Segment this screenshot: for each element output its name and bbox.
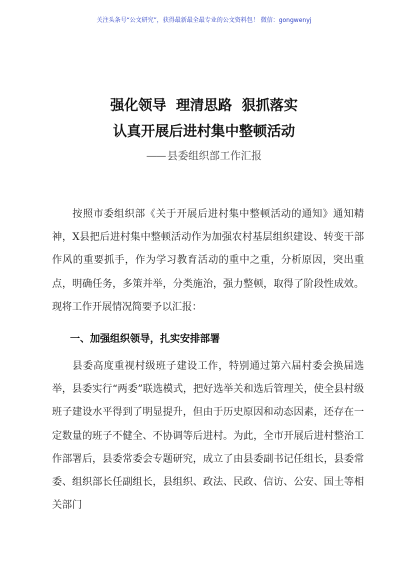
paragraph-1: 按照市委组织部《关于开展后进村集中整顿活动的通知》通知精神，X县把后进村集中整顿活动作为加强农村基层组织建设、转变干部作风的重要抓手，作为学习教育活动的重中之重，分析原因，突出重点，明确任务，多策并举，分类施治，强力整顿，取得了阶段性成效。现将工作开展情况简要予以汇报： bbox=[52, 209, 364, 313]
title-line-1: 强化领导 理清思路 狠抓落实 bbox=[110, 98, 298, 114]
title-line-2: 认真开展后进村集中整顿活动 bbox=[113, 124, 295, 140]
paragraph-1-block bbox=[52, 203, 364, 319]
subtitle-dash: —— bbox=[146, 150, 166, 162]
paragraph-2: 县委高度重视村级班子建设工作，特别通过第六届村委会换届选举，县委实行“两委”联选模式，把好选举关和选后管理关，使全县村级班子建设水平得到了明显提升，但由于历史原因和动态因素，还存在一定数量的班子不健全、不协调等后进村。为此，全市开展后进村整治工作部署后，县委常委会专题研究，成立了由县委副书记任组长，县委常委、组织部长任副组长，县组织、政法、民政、信访、公安、国土等相关部门 bbox=[52, 361, 364, 512]
promo-banner: 关注头条号“公文研究”，获得最新最全最专业的公文资料包！ 微信：gongwenyj bbox=[96, 17, 312, 24]
paragraph-2-block bbox=[52, 355, 364, 517]
section-heading-1: 一、加强组织领导，扎实安排部署 bbox=[70, 334, 220, 345]
subtitle bbox=[0, 148, 408, 163]
subtitle-text: 县委组织部工作汇报 bbox=[167, 150, 262, 162]
